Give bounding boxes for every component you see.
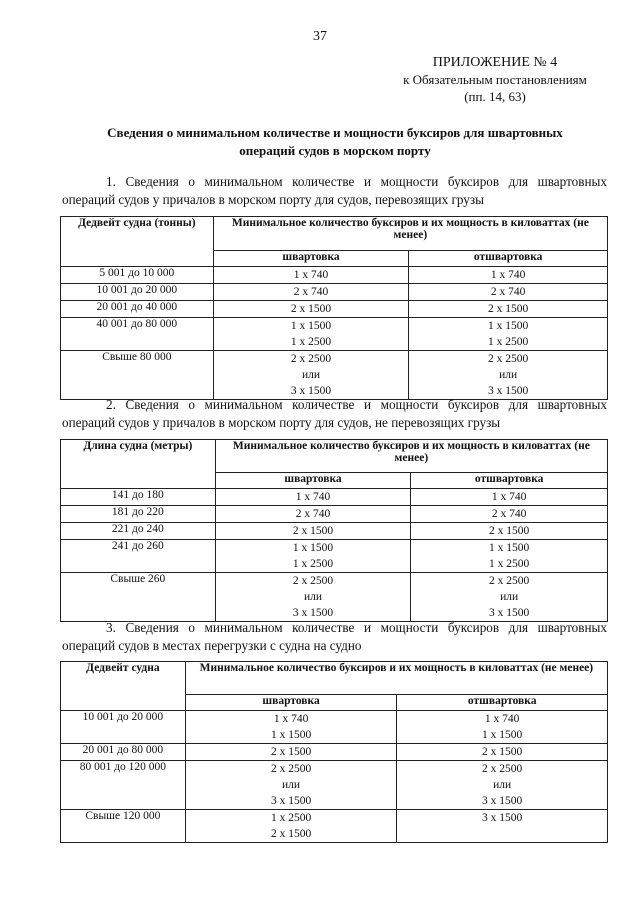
- row-label: 40 001 до 80 000: [61, 318, 214, 351]
- section2-table: [60, 439, 608, 622]
- mooring-value: [215, 506, 411, 523]
- unmooring-value: [411, 523, 608, 540]
- mooring-value-line: 3 х 1500: [292, 607, 334, 619]
- appendix-header: [360, 54, 630, 105]
- section1-heading: 1. Сведения о минимальном количестве и мощности буксиров для швартовных операций судов у причалов в морском порту для судов, перевозящих грузы: [62, 174, 607, 207]
- unmooring-value-line: 1 х 740: [484, 713, 520, 725]
- document-title: [60, 124, 610, 160]
- appendix-title: ПРИЛОЖЕНИЕ № 4: [432, 55, 558, 70]
- unmooring-value: [409, 267, 608, 284]
- column-header-tugs: Минимальное количество буксиров и их мощность в киловаттах (не менее): [185, 662, 607, 695]
- unmooring-value-line: 1 х 740: [490, 269, 526, 281]
- table-row: [61, 711, 608, 744]
- table-row: [61, 540, 608, 573]
- unmooring-value: [409, 351, 608, 400]
- table-row: [61, 573, 608, 622]
- mooring-value-line: или: [282, 779, 301, 791]
- unmooring-value: [397, 744, 608, 761]
- mooring-value-line: 2 х 2500: [270, 763, 312, 775]
- row-label: 10 001 до 20 000: [61, 711, 186, 744]
- column-header-length: Длина судна (метры): [61, 440, 216, 489]
- row-label: 10 001 до 20 000: [61, 284, 214, 301]
- unmooring-value: [411, 540, 608, 573]
- column-header-deadweight: Дедвейт судна (тонны): [61, 217, 214, 267]
- unmooring-value-line: 3 х 1500: [488, 385, 529, 397]
- unmooring-value-line: 2 х 1500: [488, 303, 529, 315]
- column-header-mooring: швартовка: [213, 251, 409, 267]
- unmooring-value-line: 1 х 1500: [482, 729, 523, 741]
- mooring-value: [215, 573, 411, 622]
- table-row: [61, 301, 608, 318]
- unmooring-value: [397, 761, 608, 810]
- unmooring-value-line: 2 х 2500: [488, 353, 529, 365]
- table-row: [61, 744, 608, 761]
- column-header-tugs: Минимальное количество буксиров и их мощность в киловаттах (не менее): [215, 440, 607, 473]
- mooring-value-line: 1 х 2500: [270, 812, 312, 824]
- unmooring-value: [411, 506, 608, 523]
- mooring-value-line: 2 х 2500: [292, 575, 334, 587]
- table-row: [61, 506, 608, 523]
- mooring-value-line: 3 х 1500: [270, 795, 312, 807]
- table-row: [61, 284, 608, 301]
- unmooring-value-line: или: [500, 591, 519, 603]
- document-title-line2: операций судов в морском порту: [239, 143, 431, 158]
- mooring-value: [213, 301, 409, 318]
- unmooring-value: [411, 573, 608, 622]
- mooring-value: [185, 810, 397, 843]
- row-label: 80 001 до 120 000: [61, 761, 186, 810]
- mooring-value-line: 2 х 2500: [290, 353, 332, 365]
- row-label: 141 до 180: [61, 489, 216, 506]
- mooring-value: [215, 540, 411, 573]
- table-row: [61, 489, 608, 506]
- mooring-value-line: 1 х 740: [293, 269, 329, 281]
- table-row: [61, 351, 608, 400]
- mooring-value-line: 1 х 2500: [292, 558, 334, 570]
- mooring-value-line: 1 х 2500: [290, 336, 332, 348]
- column-header-unmooring: отшвартовка: [411, 473, 608, 489]
- mooring-value: [185, 711, 397, 744]
- document-title-line1: Сведения о минимальном количестве и мощности буксиров для швартовных: [107, 125, 563, 140]
- unmooring-value-line: 2 х 1500: [489, 525, 530, 537]
- table-row: [61, 318, 608, 351]
- appendix-clauses: (пп. 14, 63): [464, 89, 526, 104]
- appendix-reference: к Обязательным постановлениям: [403, 72, 587, 87]
- section3-table-body: [61, 711, 608, 843]
- unmooring-value: [397, 810, 608, 843]
- column-header-unmooring: отшвартовка: [397, 695, 608, 711]
- unmooring-value-line: 1 х 1500: [489, 542, 530, 554]
- unmooring-value: [409, 318, 608, 351]
- row-label: Свыше 120 000: [61, 810, 186, 843]
- unmooring-value-line: 1 х 740: [491, 491, 527, 503]
- row-label: 221 до 240: [61, 523, 216, 540]
- mooring-value-line: 2 х 1500: [270, 746, 312, 758]
- section2-table-body: [61, 489, 608, 622]
- mooring-value-line: 1 х 1500: [290, 320, 332, 332]
- row-label: Свыше 80 000: [61, 351, 214, 400]
- mooring-value-line: 1 х 740: [295, 491, 331, 503]
- unmooring-value-line: 1 х 2500: [489, 558, 530, 570]
- unmooring-value: [411, 489, 608, 506]
- unmooring-value-line: 2 х 1500: [482, 746, 523, 758]
- section1-table: [60, 216, 608, 400]
- table-row: [61, 761, 608, 810]
- table-row: [61, 810, 608, 843]
- table-row: [61, 523, 608, 540]
- mooring-value-line: 3 х 1500: [290, 385, 332, 397]
- row-label: 241 до 260: [61, 540, 216, 573]
- mooring-value-line: 2 х 1500: [270, 828, 312, 840]
- section3-table: [60, 661, 608, 843]
- page-number: 37: [313, 29, 327, 44]
- row-label: 20 001 до 40 000: [61, 301, 214, 318]
- unmooring-value-line: 2 х 740: [491, 508, 527, 520]
- unmooring-value: [397, 711, 608, 744]
- unmooring-value-line: 2 х 740: [490, 286, 526, 298]
- mooring-value: [213, 267, 409, 284]
- mooring-value-line: или: [303, 591, 323, 603]
- mooring-value-line: или: [301, 369, 321, 381]
- mooring-value: [185, 761, 397, 810]
- mooring-value-line: 1 х 1500: [292, 542, 334, 554]
- mooring-value-line: 1 х 740: [273, 713, 309, 725]
- unmooring-value-line: 3 х 1500: [489, 607, 530, 619]
- unmooring-value-line: 2 х 2500: [482, 763, 523, 775]
- table-row: [61, 267, 608, 284]
- unmooring-value: [409, 284, 608, 301]
- section2-heading: 2. Сведения о минимальном количестве и мощности буксиров для швартовных операций судов у причалов в морском порту для судов, не перевозящих грузы: [62, 397, 607, 430]
- mooring-value-line: 2 х 740: [295, 508, 331, 520]
- unmooring-value-line: 2 х 2500: [489, 575, 530, 587]
- mooring-value-line: 2 х 1500: [292, 525, 334, 537]
- row-label: Свыше 260: [61, 573, 216, 622]
- mooring-value: [213, 351, 409, 400]
- section1-table-body: [61, 267, 608, 400]
- unmooring-value-line: или: [493, 779, 512, 791]
- mooring-value-line: 1 х 1500: [270, 729, 312, 741]
- unmooring-value-line: 3 х 1500: [482, 795, 523, 807]
- row-label: 20 001 до 80 000: [61, 744, 186, 761]
- mooring-value-line: 2 х 740: [293, 286, 329, 298]
- column-header-tugs: Минимальное количество буксиров и их мощность в киловаттах (не менее): [213, 217, 607, 251]
- unmooring-value-line: 1 х 1500: [488, 320, 529, 332]
- unmooring-value-line: 1 х 2500: [488, 336, 529, 348]
- row-label: 5 001 до 10 000: [61, 267, 214, 284]
- mooring-value: [213, 318, 409, 351]
- column-header-deadweight: Дедвейт судна: [61, 662, 186, 711]
- unmooring-value: [409, 301, 608, 318]
- unmooring-value-line: 3 х 1500: [482, 812, 523, 824]
- column-header-unmooring: отшвартовка: [409, 251, 608, 267]
- mooring-value: [213, 284, 409, 301]
- section3-heading: 3. Сведения о минимальном количестве и мощности буксиров для швартовных операций судов в местах перегрузки с судна на судно: [62, 620, 607, 653]
- mooring-value: [215, 523, 411, 540]
- mooring-value: [215, 489, 411, 506]
- column-header-mooring: швартовка: [215, 473, 411, 489]
- row-label: 181 до 220: [61, 506, 216, 523]
- column-header-mooring: швартовка: [185, 695, 397, 711]
- mooring-value-line: 2 х 1500: [290, 303, 332, 315]
- mooring-value: [185, 744, 397, 761]
- unmooring-value-line: или: [499, 369, 518, 381]
